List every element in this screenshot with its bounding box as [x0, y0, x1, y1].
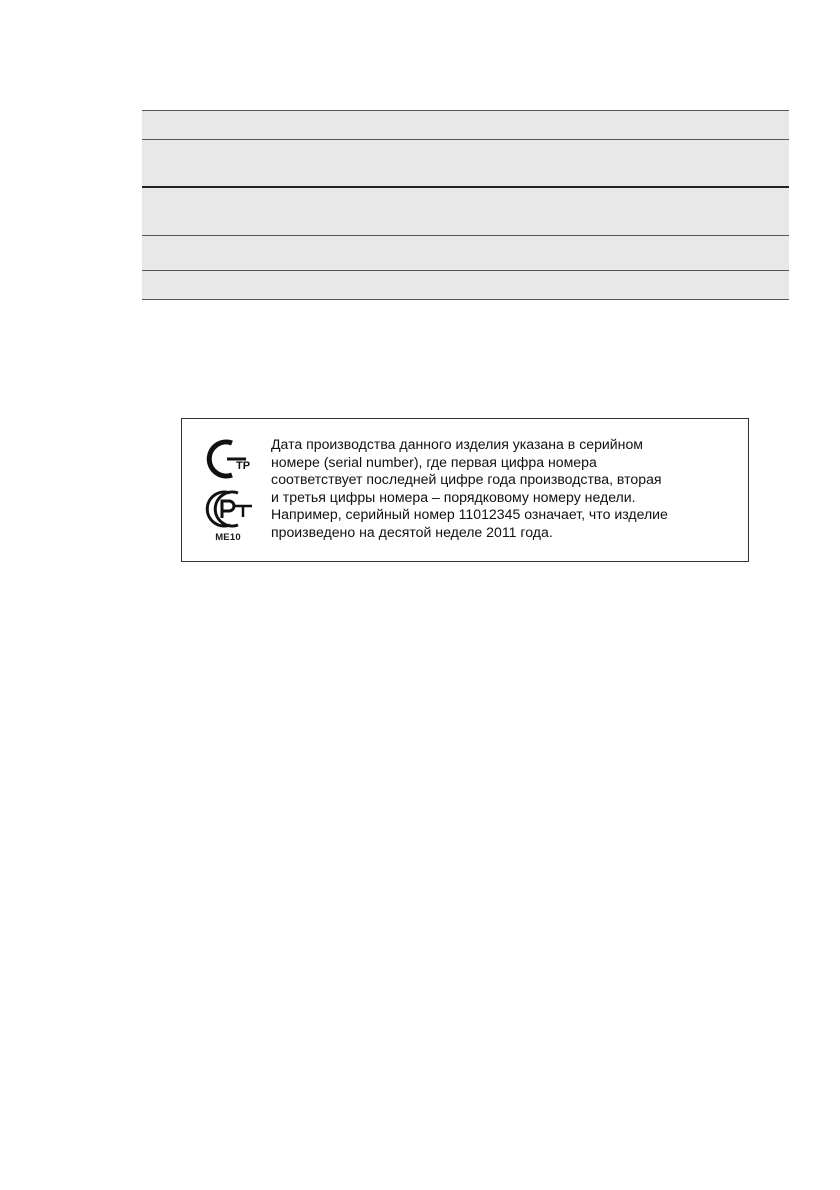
- certification-notice: [181, 418, 749, 562]
- table-row: [142, 140, 789, 188]
- mark-bottom-label: РСТ: [252, 530, 254, 531]
- table-row: [142, 271, 789, 300]
- gost-tr-mark-icon: [202, 437, 258, 481]
- certification-marks: [202, 437, 258, 547]
- mark-code: ME10: [215, 532, 241, 543]
- table-row: [142, 188, 789, 236]
- spec-table: [142, 110, 789, 300]
- serial-number-explanation: Дата производства данного изделия указана в серийном номере (serial number), где первая цифра номера соответствует последней цифре года производства, вторая и третья цифры номера – порядковому номеру недели. Например, серийный номер 11012345 означает, что изделие произведено на десятой неделе 2011 года.: [271, 436, 668, 540]
- table-row: [142, 236, 789, 271]
- mark-top-label: ТР: [236, 460, 251, 472]
- gost-r-mark-icon: [202, 487, 258, 531]
- table-row: [142, 110, 789, 140]
